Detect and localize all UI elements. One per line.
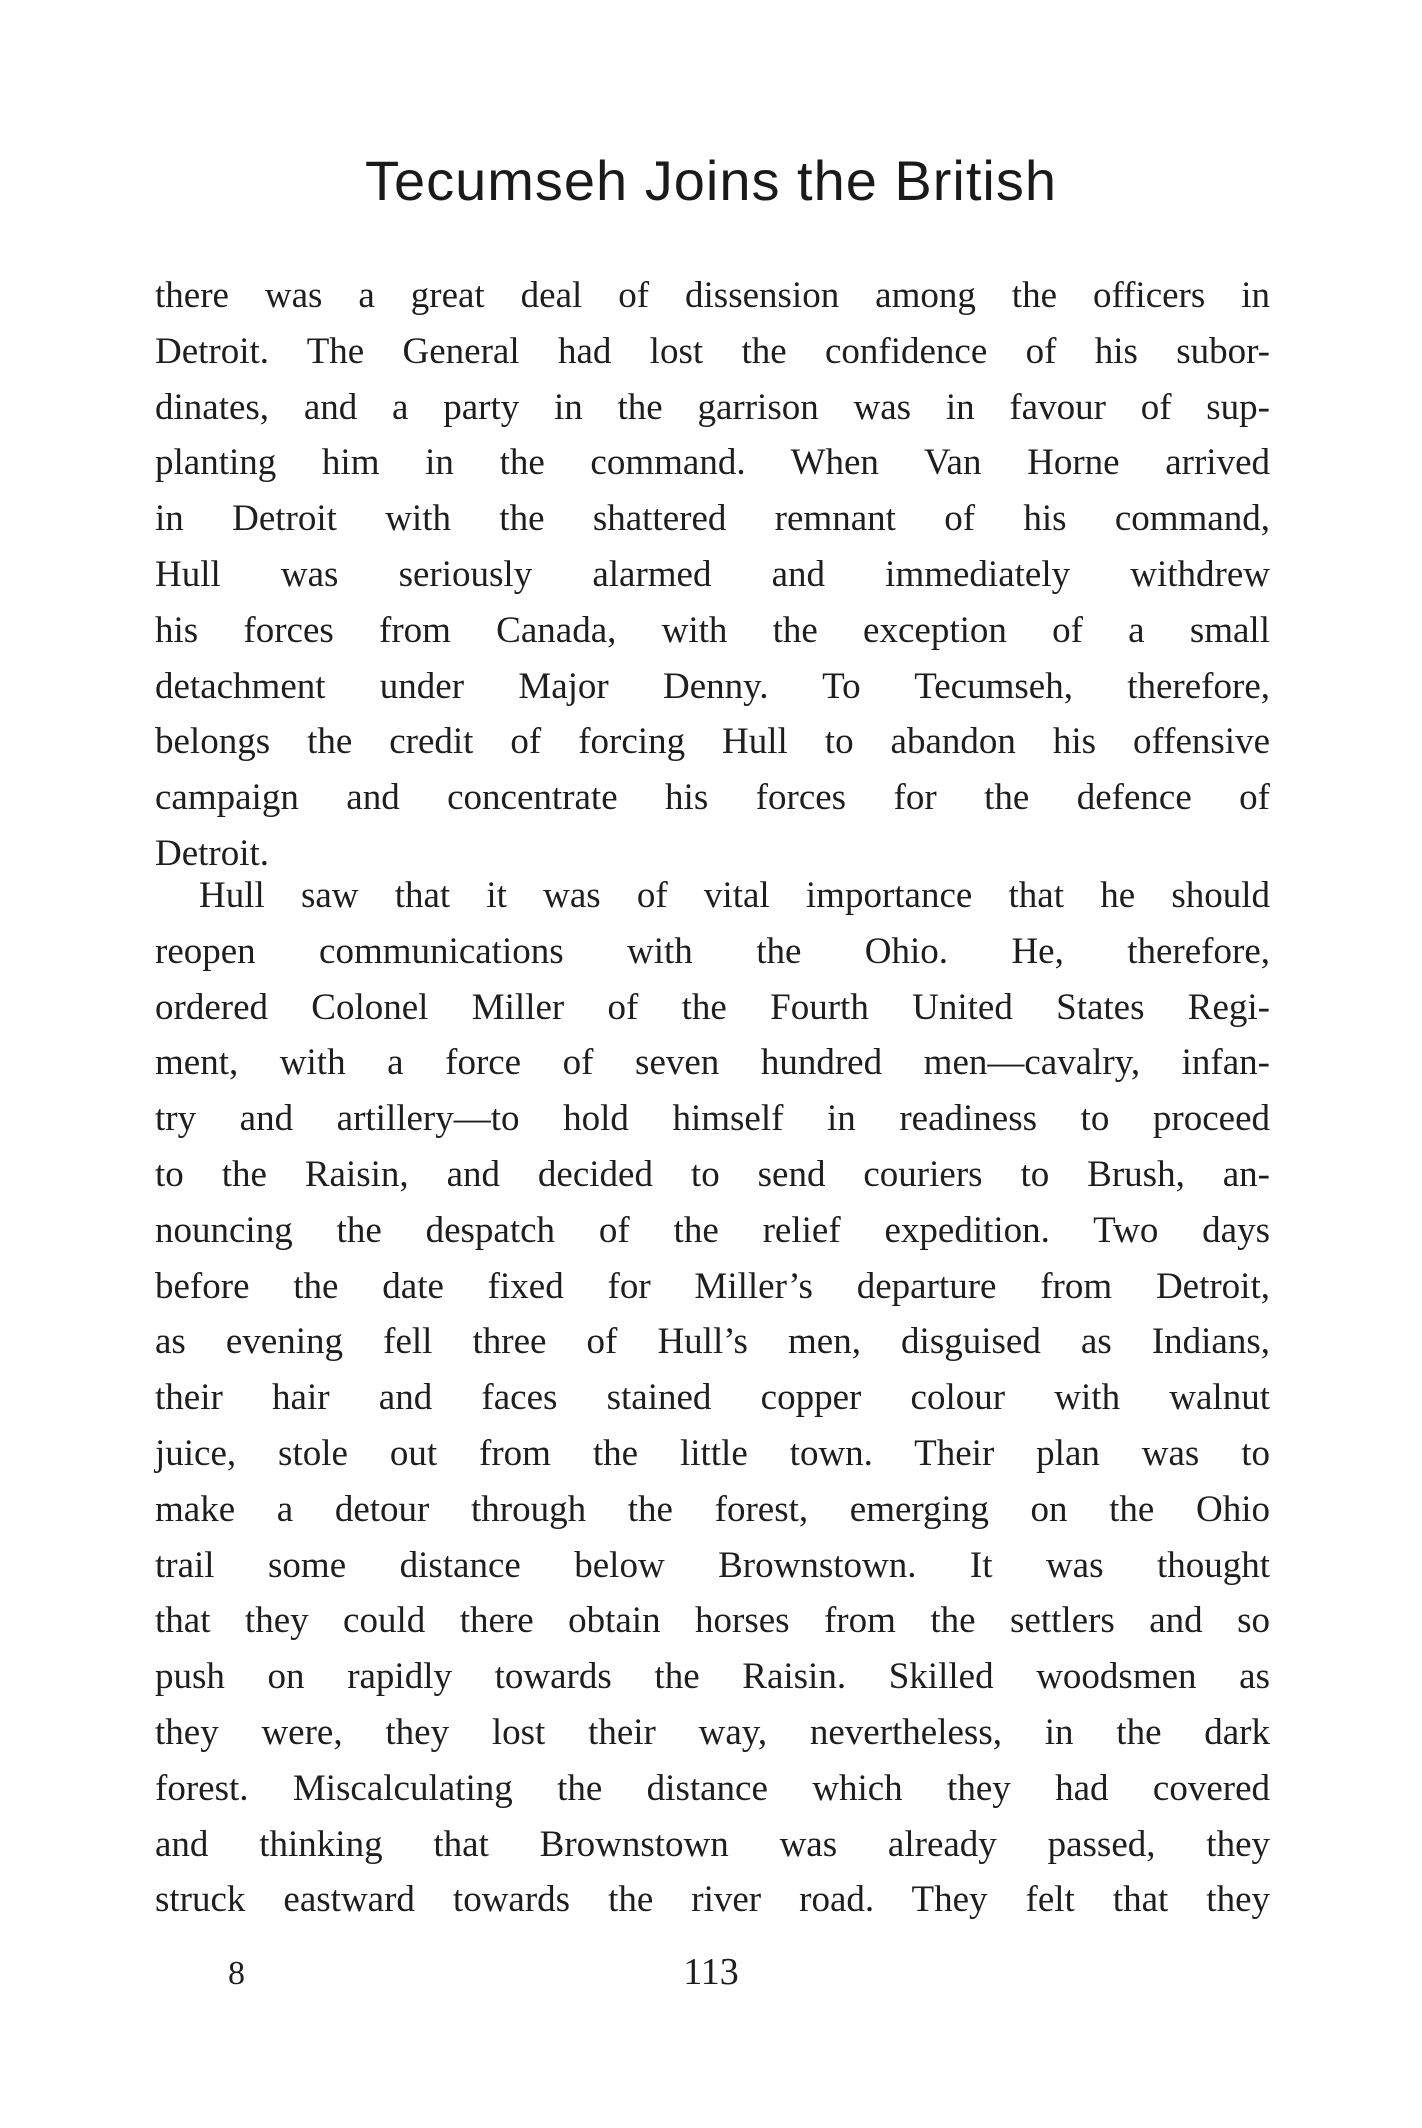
text-line: planting him in the command. When Van Horne arrived <box>155 442 1270 484</box>
text-line: campaign and concentrate his forces for the defence of <box>155 777 1270 819</box>
paragraph <box>155 268 1270 882</box>
text-line: as evening fell three of Hull’s men, disguised as Indians, <box>155 1321 1270 1363</box>
text-line: Hull saw that it was of vital importance that he should <box>199 875 1270 916</box>
page-number: 113 <box>683 1951 739 1993</box>
text-line: to the Raisin, and decided to send couriers to Brush, an- <box>155 1153 1270 1195</box>
text-line: ordered Colonel Miller of the Fourth United States Regi- <box>155 986 1270 1028</box>
text-line: they were, they lost their way, nevertheless, in the dark <box>155 1711 1270 1753</box>
text-line: and thinking that Brownstown was already passed, they <box>155 1823 1270 1865</box>
text-line: belongs the credit of forcing Hull to abandon his offensive <box>155 721 1270 763</box>
text-line: Detroit. <box>155 832 270 874</box>
text-line: his forces from Canada, with the exception of a small <box>155 609 1270 651</box>
text-line: their hair and faces stained copper colour with walnut <box>155 1377 1270 1419</box>
text-line: trail some distance below Brownstown. It was thought <box>155 1544 1270 1586</box>
signature-mark: 8 <box>228 1955 245 1992</box>
text-line: juice, stole out from the little town. Their plan was to <box>155 1432 1270 1474</box>
text-line: there was a great deal of dissension among the officers in <box>155 275 1270 316</box>
text-line: in Detroit with the shattered remnant of his command, <box>155 498 1270 540</box>
text-line: Hull was seriously alarmed and immediately withdrew <box>155 553 1270 595</box>
text-line: Detroit. The General had lost the confidence of his subor- <box>155 330 1270 372</box>
text-line: detachment under Major Denny. To Tecumseh, therefore, <box>155 665 1270 707</box>
text-line: make a detour through the forest, emerging on the Ohio <box>155 1488 1270 1530</box>
text-line: nouncing the despatch of the relief expedition. Two days <box>155 1209 1270 1251</box>
text-line: forest. Miscalculating the distance which they had covered <box>155 1767 1270 1809</box>
text-line: before the date fixed for Miller’s departure from Detroit, <box>155 1265 1270 1307</box>
text-line: ment, with a force of seven hundred men—cavalry, infan- <box>155 1042 1270 1084</box>
paragraph <box>155 868 1270 1928</box>
running-head: Tecumseh Joins the British <box>364 149 1058 212</box>
text-line: push on rapidly towards the Raisin. Skilled woodsmen as <box>155 1656 1270 1698</box>
text-line: try and artillery—to hold himself in readiness to proceed <box>155 1098 1270 1140</box>
text-line: that they could there obtain horses from the settlers and so <box>155 1600 1270 1642</box>
text-line: reopen communications with the Ohio. He, therefore, <box>155 930 1270 972</box>
text-line: dinates, and a party in the garrison was in favour of sup- <box>155 386 1270 428</box>
text-line: struck eastward towards the river road. They felt that they <box>155 1879 1270 1921</box>
